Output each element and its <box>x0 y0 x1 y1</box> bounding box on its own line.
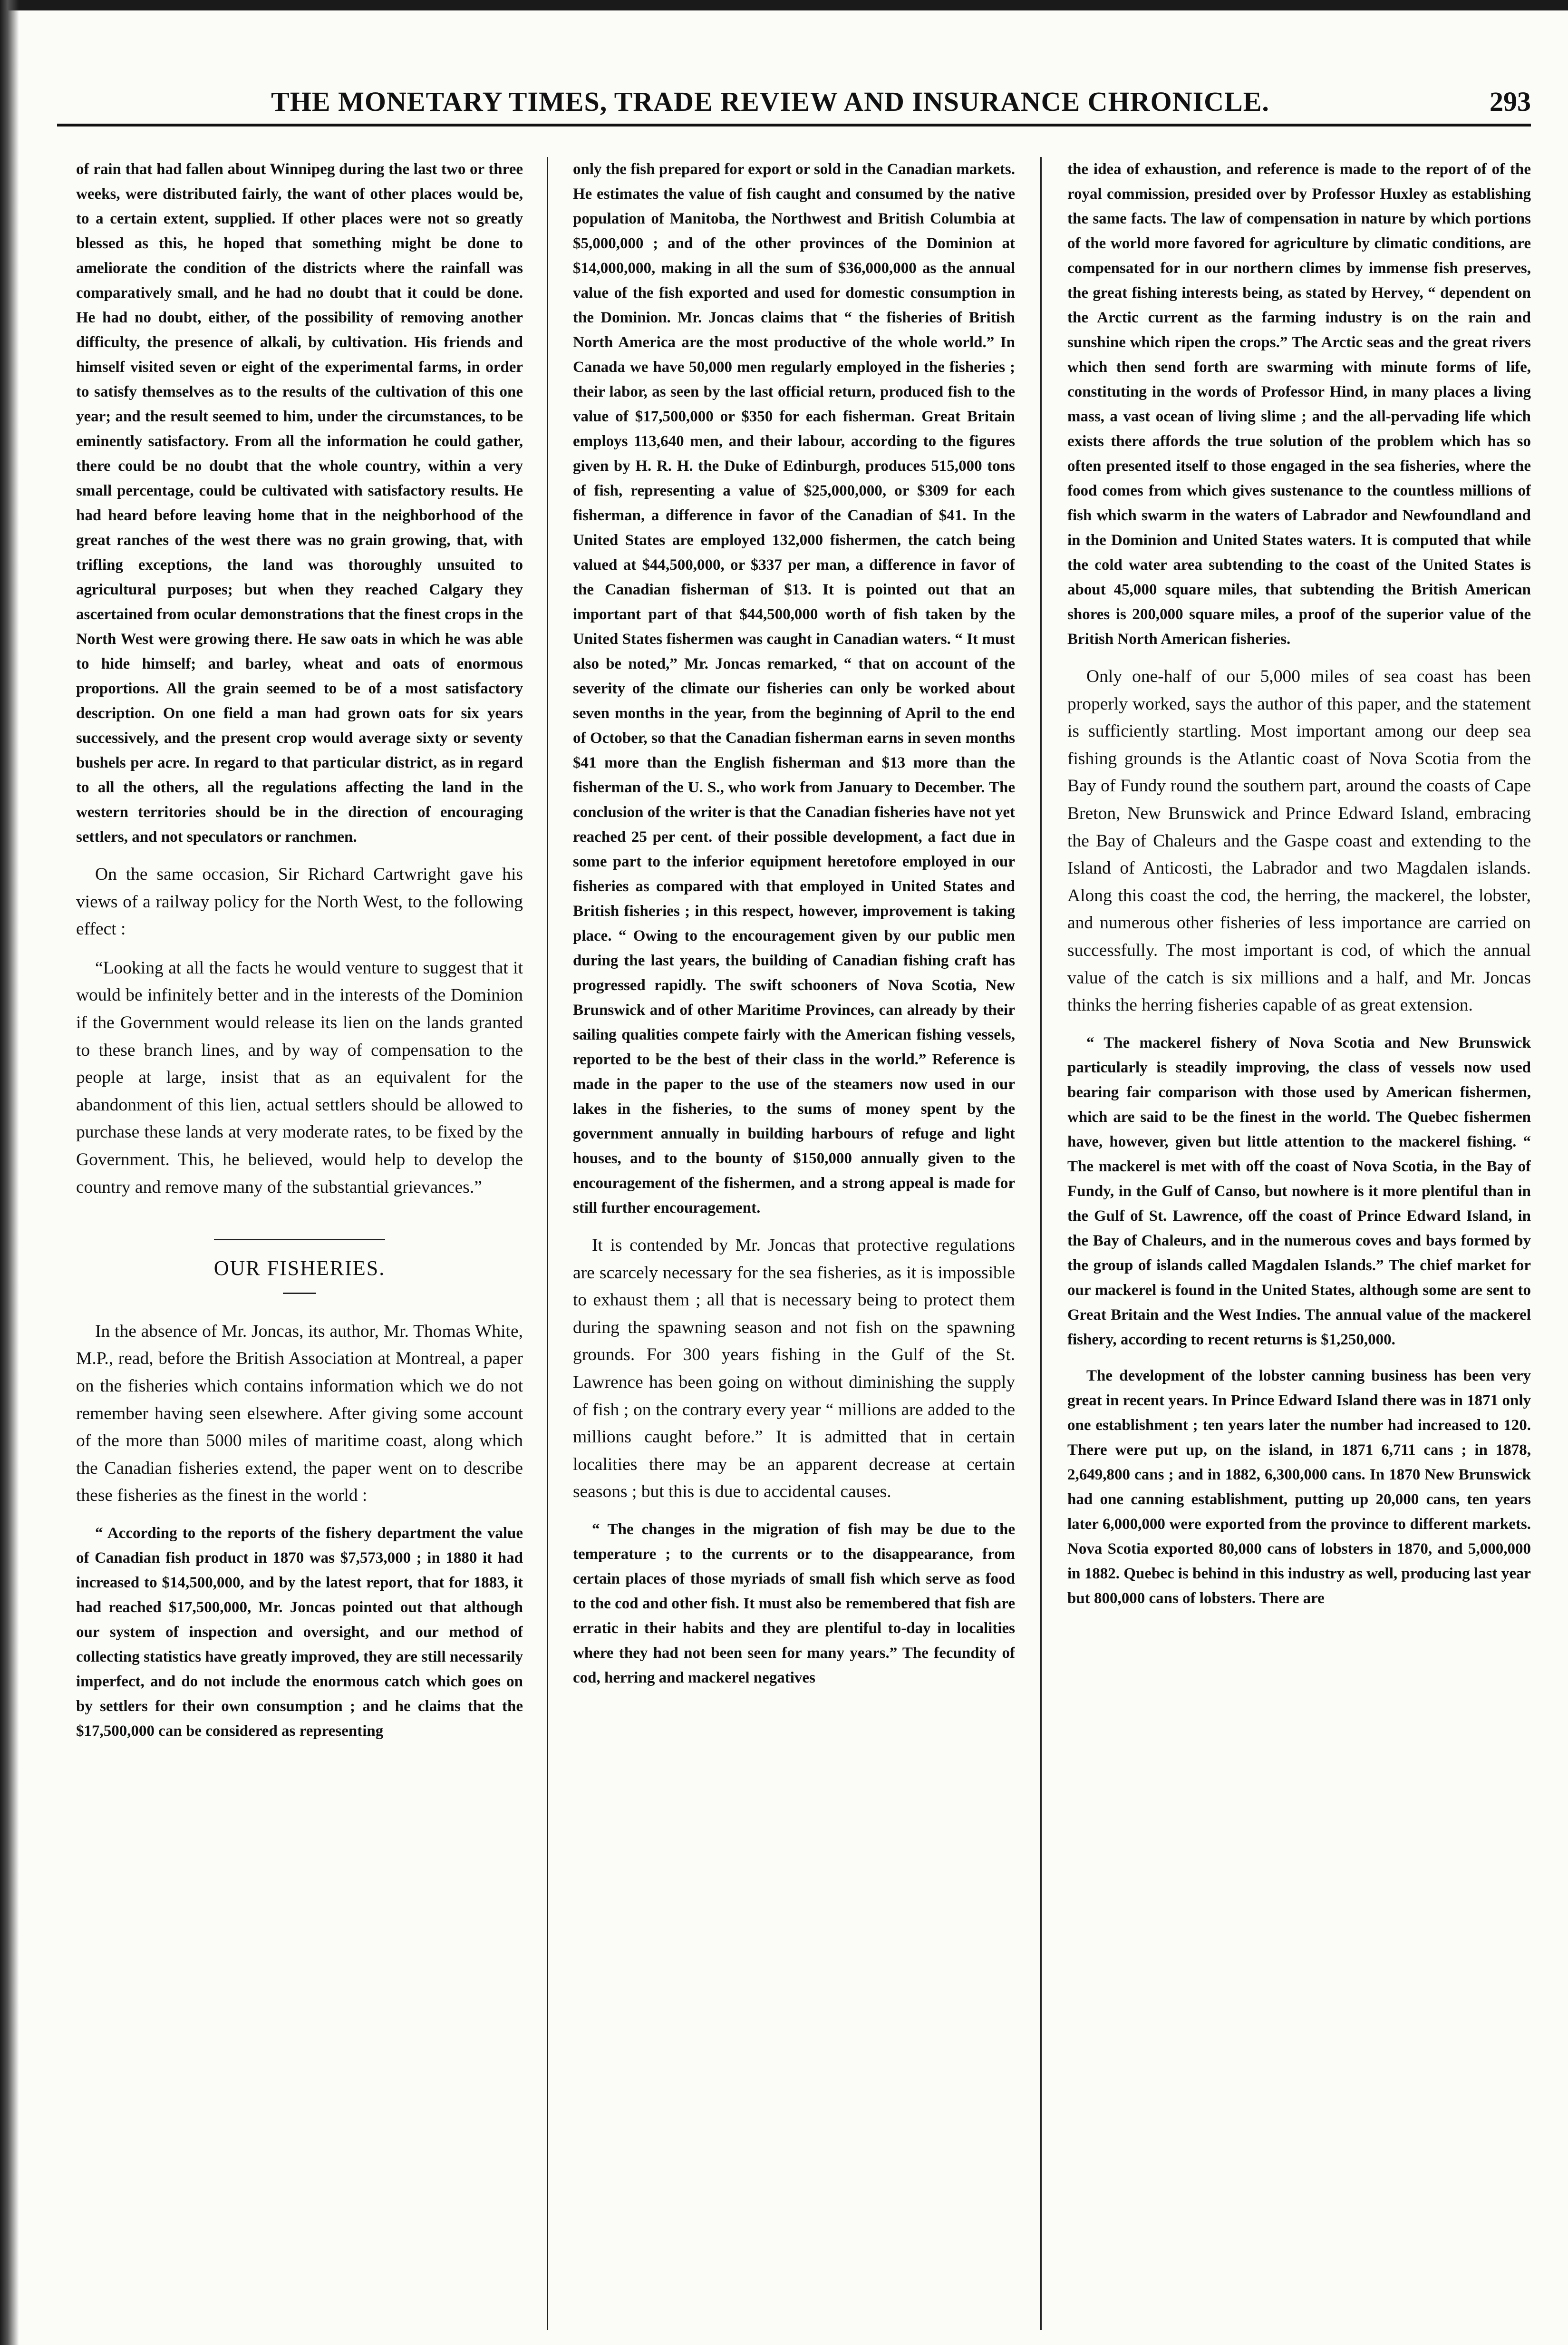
page-number: 293 <box>1490 86 1531 117</box>
heading-rule <box>214 1239 385 1240</box>
quoted-paragraph: “ The changes in the migration of fish may be due to the temperature ; to the currents or to the disappearance, from certain places of those myriads of small fish which serve as food to the cod and other fish. It must also be remembered that fish are erratic in their habits and they are plentiful to-day in localities where they had not been seen for many years.” The fecundity of cod, herring and mackerel negatives <box>573 1520 1015 1686</box>
paragraph: In the absence of Mr. Joncas, its author, Mr. Thomas White, M.P., read, before the British Association at Montreal, a paper on the fisheries which contains information which we do not remember having seen elsewhere. After giving some account of the more than 5000 miles of maritime coast, along which the Canadian fisheries extend, the paper went on to describe these fisheries as the finest in the world : <box>76 1321 523 1506</box>
page-header <box>57 81 1531 126</box>
scan-edge-top <box>0 0 1568 10</box>
paragraph: the idea of exhaustion, and reference is made to the report of of the royal commission, presided over by Professor Huxley as establishing the same facts. The law of compensation in nature by which portions of the world more favored for agriculture by climatic conditions, are compensated for in our northern climes by immense fish preserves, the great fishing interests being, as stated by Hervey, “ dependent on the Arctic current as the farming industry is on the rain and sunshine which ripen the crops.” The Arctic seas and the great rivers which then send forth are swarming with minute forms of life, constituting in the words of Professor Hind, in many places a living mass, a vast ocean of living slime ; and the all-pervading life which exists there affords the true solution of the problem which has so often presented itself to those engaged in the sea fisheries, where the food comes from which gives sustenance to the countless millions of fish which swarm in the waters of Labrador and Newfoundland and in the Dominion and United States waters. It is computed that while the cold water area subtending to the coast of the United States is about 45,000 square miles, that subtending the British American shores is 200,000 square miles, a proof of the superior value of the British North American fisheries. <box>1067 161 1531 648</box>
paragraph: Only one-half of our 5,000 miles of sea coast has been properly worked, says the author of this paper, and the statement is sufficiently startling. Most important among our deep sea fishing grounds is the Atlantic coast of Nova Scotia from the Bay of Fundy round the southern part, around the coasts of Cape Breton, New Brunswick and Prince Edward Island, embracing the Bay of Chaleurs and the Gaspe coast and extending to the Island of Anticosti, the Labrador and two Magdalen islands. Along this coast the cod, the herring, the mackerel, the lobster, and numerous other fisheries of less importance are carried on successfully. The most important is cod, of which the annual value of the catch is six millions and a half, and Mr. Joncas thinks the herring fisheries capable of as great extension. <box>1067 667 1531 1015</box>
quoted-paragraph: “ The mackerel fishery of Nova Scotia and New Brunswick particularly is steadily improving, the class of vessels now used bearing fair comparison with those used by American fishermen, which are said to be the finest in the world. The Quebec fishermen have, however, given but little attention to the mackerel fishing. “ The mackerel is met with off the coast of Nova Scotia, in the Bay of Fundy, in the Gulf of Canso, but nowhere is it more plentiful than in the Gulf of St. Lawrence, off the coast of Prince Edward Island, in the Bay of Chaleurs, and in the numerous coves and bays formed by the group of islands called Magdalen Islands.” The chief market for our mackerel is found in the United States, although some are sent to Great Britain and the West Indies. The annual value of the mackerel fishery, according to recent returns is $1,250,000. <box>1067 1034 1531 1348</box>
column-3 <box>1067 157 1531 2330</box>
scan-edge-left <box>0 0 19 2345</box>
paragraph: On the same occasion, Sir Richard Cartwright gave his views of a railway policy for the North West, to the following effect : <box>76 865 523 939</box>
column-divider-2 <box>1040 157 1042 2330</box>
page-title: THE MONETARY TIMES, TRADE REVIEW AND INSURANCE CHRONICLE. <box>271 86 1269 117</box>
heading-dash <box>283 1293 316 1294</box>
column-2 <box>573 157 1015 2330</box>
paragraph: only the fish prepared for export or sold in the Canadian markets. He estimates the value of fish caught and consumed by the native population of Manitoba, the Northwest and British Columbia at $5,000,000 ; and of the other provinces of the Dominion at $14,000,000, making in all the sum of $36,000,000 as the annual value of the fish exported and used for domestic consumption in the Dominion. Mr. Joncas claims that “ the fisheries of British North America are the most productive of the whole world.” In Canada we have 50,000 men regularly employed in the fisheries ; their labor, as seen by the last official return, produced fish to the value of $17,500,000 or $350 for each fisherman. Great Britain employs 113,640 men, and their labour, according to the figures given by H. R. H. the Duke of Edinburgh, produces 515,000 tons of fish, representing a value of $25,000,000, or $309 for each fisherman, a difference in favor of the Canadian of $41. In the United States are employed 132,000 fishermen, the catch being valued at $44,500,000, or $337 per man, a difference in favor of the Canadian fisherman of $13. It is pointed out that an important part of that $44,500,000 worth of fish taken by the United States fishermen was caught in Canadian waters. “ It must also be noted,” Mr. Joncas remarked, “ that on account of the severity of the climate our fisheries can only be worked about seven months in the year, from the beginning of April to the end of October, so that the Canadian fisherman earns in seven months $41 more than the English fisherman and $13 more than the fisherman of the U. S., who work from January to December. The conclusion of the writer is that the Canadian fisheries have not yet reached 25 per cent. of their possible development, a fact due in some part to the inferior equipment heretofore employed in our fisheries as compared with that employed in United States and British fisheries ; in this respect, however, improvement is taking place. “ Owing to the encouragement given by our public men during the last years, the building of Canadian fishing craft has progressed rapidly. The swift schooners of Nova Scotia, New Brunswick and of other Maritime Provinces, can already by their sailing qualities compete fairly with the American fishing vessels, reported to be the best of their class in the world.” Reference is made in the paper to the use of the steamers now used in our lakes in the fisheries, to the sums of money spent by the government annually in building harbours of refuge and light houses, and to the bounty of $150,000 annually given to the encouragement of the fishermen, and a strong appeal is made for still further encouragement. <box>573 161 1015 1216</box>
quoted-paragraph: “Looking at all the facts he would venture to suggest that it would be infinitely better and in the interests of the Dominion if the Government would release its lien on the lands granted to these branch lines, and by way of compensation to the people at large, insist that as an equivalent for the abandonment of this lien, actual settlers should be allowed to purchase these lands at very moderate rates, to be fixed by the Government. This, he believed, would help to develop the country and remove many of the substantial grievances.” <box>76 958 523 1197</box>
column-1 <box>76 157 523 2330</box>
paragraph: The development of the lobster canning business has been very great in recent years. In Prince Edward Island there was in 1871 only one establishment ; ten years later the number had increased to 120. There were put up, on the island, in 1871 6,711 cans ; in 1878, 2,649,800 cans ; and in 1882, 6,300,000 cans. In 1870 New Brunswick had one canning establishment, putting up 20,000 cans, ten years later 6,000,000 were exported from the province to different markets. Nova Scotia exported 80,000 cans of lobsters in 1870, and 5,000,000 in 1882. Quebec is behind in this industry as well, producing last year but 800,000 cans of lobsters. There are <box>1067 1367 1531 1607</box>
quoted-paragraph: “ According to the reports of the fishery department the value of Canadian fish product in 1870 was $7,573,000 ; in 1880 it had increased to $14,500,000, and by the latest report, that for 1883, it had reached $17,500,000, Mr. Joncas pointed out that although our system of inspection and oversight, and our method of collecting statistics have greatly improved, they are still necessarily imperfect, and do not include the enormous catch which goes on by settlers for their own consumption ; and he claims that the $17,500,000 can be considered as representing <box>76 1524 523 1740</box>
paragraph: It is contended by Mr. Joncas that protective regulations are scarcely necessary for the sea fisheries, as it is impossible to exhaust them ; all that is necessary being to protect them during the spawning season and not fish on the spawning grounds. For 300 years fishing in the Gulf of the St. Lawrence has been going on without diminishing the supply of fish ; on the contrary every year “ millions are added to the millions caught before.” It is admitted that in certain localities there may be an apparent decrease at certain seasons ; but this is due to accidental causes. <box>573 1236 1015 1502</box>
column-divider-1 <box>547 157 548 2330</box>
paragraph: of rain that had fallen about Winnipeg during the last two or three weeks, were distributed fairly, the want of other places would be, to a certain extent, supplied. If other places were not so greatly blessed as this, he hoped that something might be done to ameliorate the condition of the districts where the rainfall was comparatively small, and he had no doubt that it could be done. He had no doubt, either, of the possibility of removing another difficulty, the presence of alkali, by cultivation. His friends and himself visited seven or eight of the experimental farms, in order to satisfy themselves as to the results of the cultivation of this one year; and the result seemed to him, under the circumstances, to be eminently satisfactory. From all the information he could gather, there could be no doubt that the whole country, within a very small percentage, could be cultivated with satisfactory results. He had heard before leaving home that in the neighborhood of the great ranches of the west there was no grain growing, that, with trifling exceptions, the land was thoroughly unsuited to agricultural purposes; but when they reached Calgary they ascertained from ocular demonstrations that the finest crops in the North West were growing there. He saw oats in which he was able to hide himself; and barley, wheat and oats of enormous proportions. All the grain seemed to be of a most satisfactory description. On one field a man had grown oats for six years successively, and the present crop would average sixty or seventy bushels per acre. In regard to that particular district, as in regard to all the others, all the regulations affecting the land in the western territories should be in the direction of encouraging settlers, and not speculators or ranchmen. <box>76 161 523 846</box>
section-heading: OUR FISHERIES. <box>213 1256 386 1280</box>
section-heading-block <box>76 1239 523 1294</box>
